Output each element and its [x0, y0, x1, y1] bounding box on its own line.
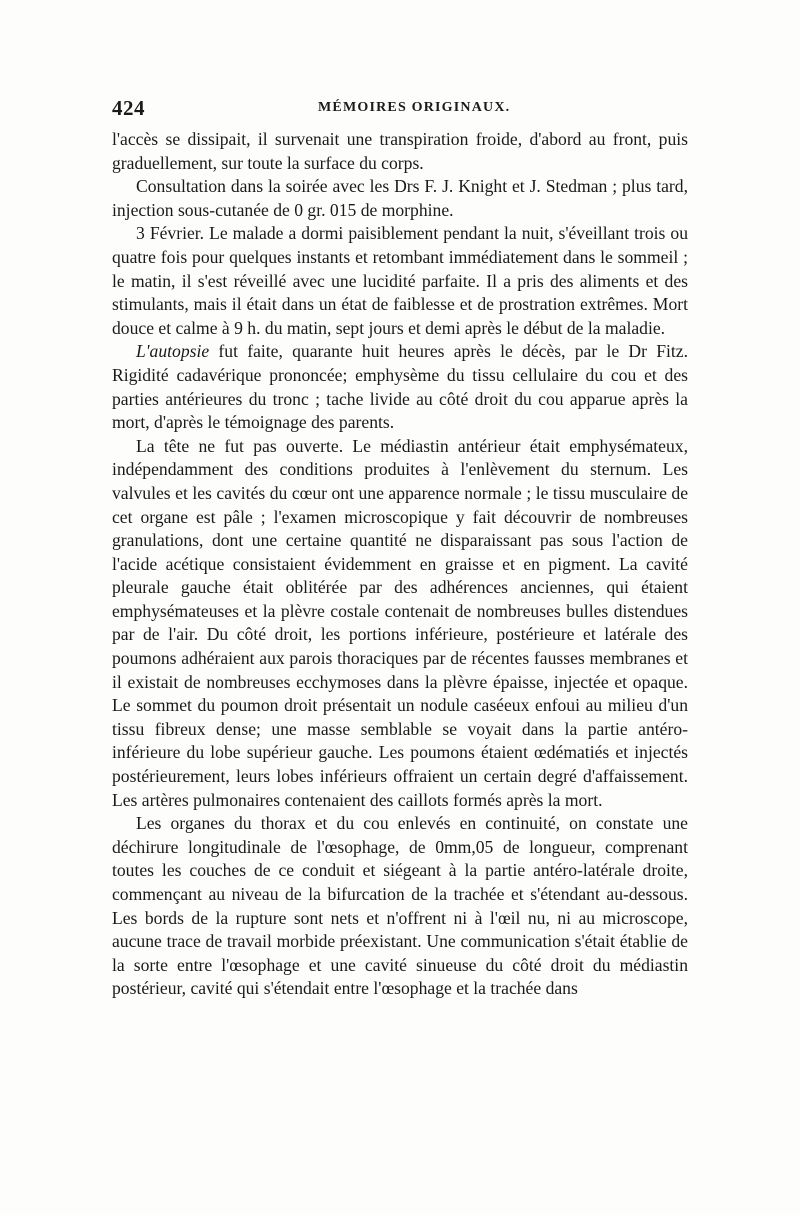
paragraph-3: 3 Février. Le malade a dormi paisiblement pendant la nuit, s'éveillant trois ou quatre fois pour quelques instants et retombant immédiatement dans le sommeil ; le matin, il s'est réveillé avec une lucidité parfaite. Il a pris des aliments et des stimulants, mais il était dans un état de faiblesse et de prostration extrêmes. Mort douce et calme à 9 h. du matin, sept jours et demi après le début de la maladie.: [112, 223, 688, 338]
autopsie-italic: L'autopsie: [136, 341, 210, 362]
paragraph-2: Consultation dans la soirée avec les Drs F. J. Knight et J. Stedman ; plus tard, injection sous-cutanée de 0 gr. 015 de morphine.: [112, 176, 688, 220]
paragraph-4-text: fut faite, quarante huit heures après le décès, par le Dr Fitz. Rigidité cadavérique prononcée; emphysème du tissu cellulaire du cou et des parties antérieures du tronc ; tache livide au côté droit du cou apparue après la mort, d'après le témoignage des parents.: [112, 341, 688, 433]
paragraph-1: l'accès se dissipait, il survenait une transpiration froide, d'abord au front, puis graduellement, sur toute la surface du corps.: [112, 129, 688, 173]
paragraph-5: La tête ne fut pas ouverte. Le médiastin antérieur était emphysémateux, indépendamment des conditions produites à l'enlèvement du sternum. Les valvules et les cavités du cœur ont une apparence normale ; le tissu musculaire de cet organe est pâle ; l'examen microscopique y fait découvrir de nombreuses granulations, dont une certaine quantité ne disparaissant pas sous l'action de l'acide acétique consistaient évidemment en graisse et en pigment. La cavité pleurale gauche était oblitérée par des adhérences anciennes, qui étaient emphysémateuses et la plèvre costale contenait de nombreuses bulles distendues par de l'air. Du côté droit, les portions inférieure, postérieure et latérale des poumons adhéraient aux parois thoraciques par de récentes fausses membranes et il existait de nombreuses ecchymoses dans la plèvre épaisse, injectée et opaque. Le sommet du poumon droit présentait un nodule caséeux enfoui au milieu d'un tissu fibreux dense; une masse semblable se voyait dans la partie antéro-inférieure du lobe supérieur gauche. Les poumons étaient œdématiés et injectés postérieurement, leurs lobes inférieurs offraient un certain degré d'affaissement. Les artères pulmonaires contenaient des caillots formés après la mort.: [112, 435, 688, 810]
page-number: 424: [112, 96, 145, 120]
paragraph-6: Les organes du thorax et du cou enlevés en continuité, on constate une déchirure longitudinale de l'œsophage, de 0mm,05 de longueur, comprenant toutes les couches de ce conduit et siégeant à la partie antéro-latérale droite, commençant au niveau de la bifurcation de la trachée et s'étendant au-dessous. Les bords de la rupture sont nets et n'offrent ni à l'œil nu, ni au microscope, aucune trace de travail morbide préexistant. Une communication s'était établie de la sorte entre l'œsophage et une cavité sinueuse du côté droit du médiastin postérieur, cavité qui s'étendait entre l'œsophage et la trachée dans: [112, 813, 688, 999]
running-head: MÉMOIRES ORIGINAUX.: [318, 100, 511, 115]
page-header: [112, 96, 688, 126]
paragraph-4: [112, 340, 688, 434]
body-text: [112, 128, 688, 1001]
